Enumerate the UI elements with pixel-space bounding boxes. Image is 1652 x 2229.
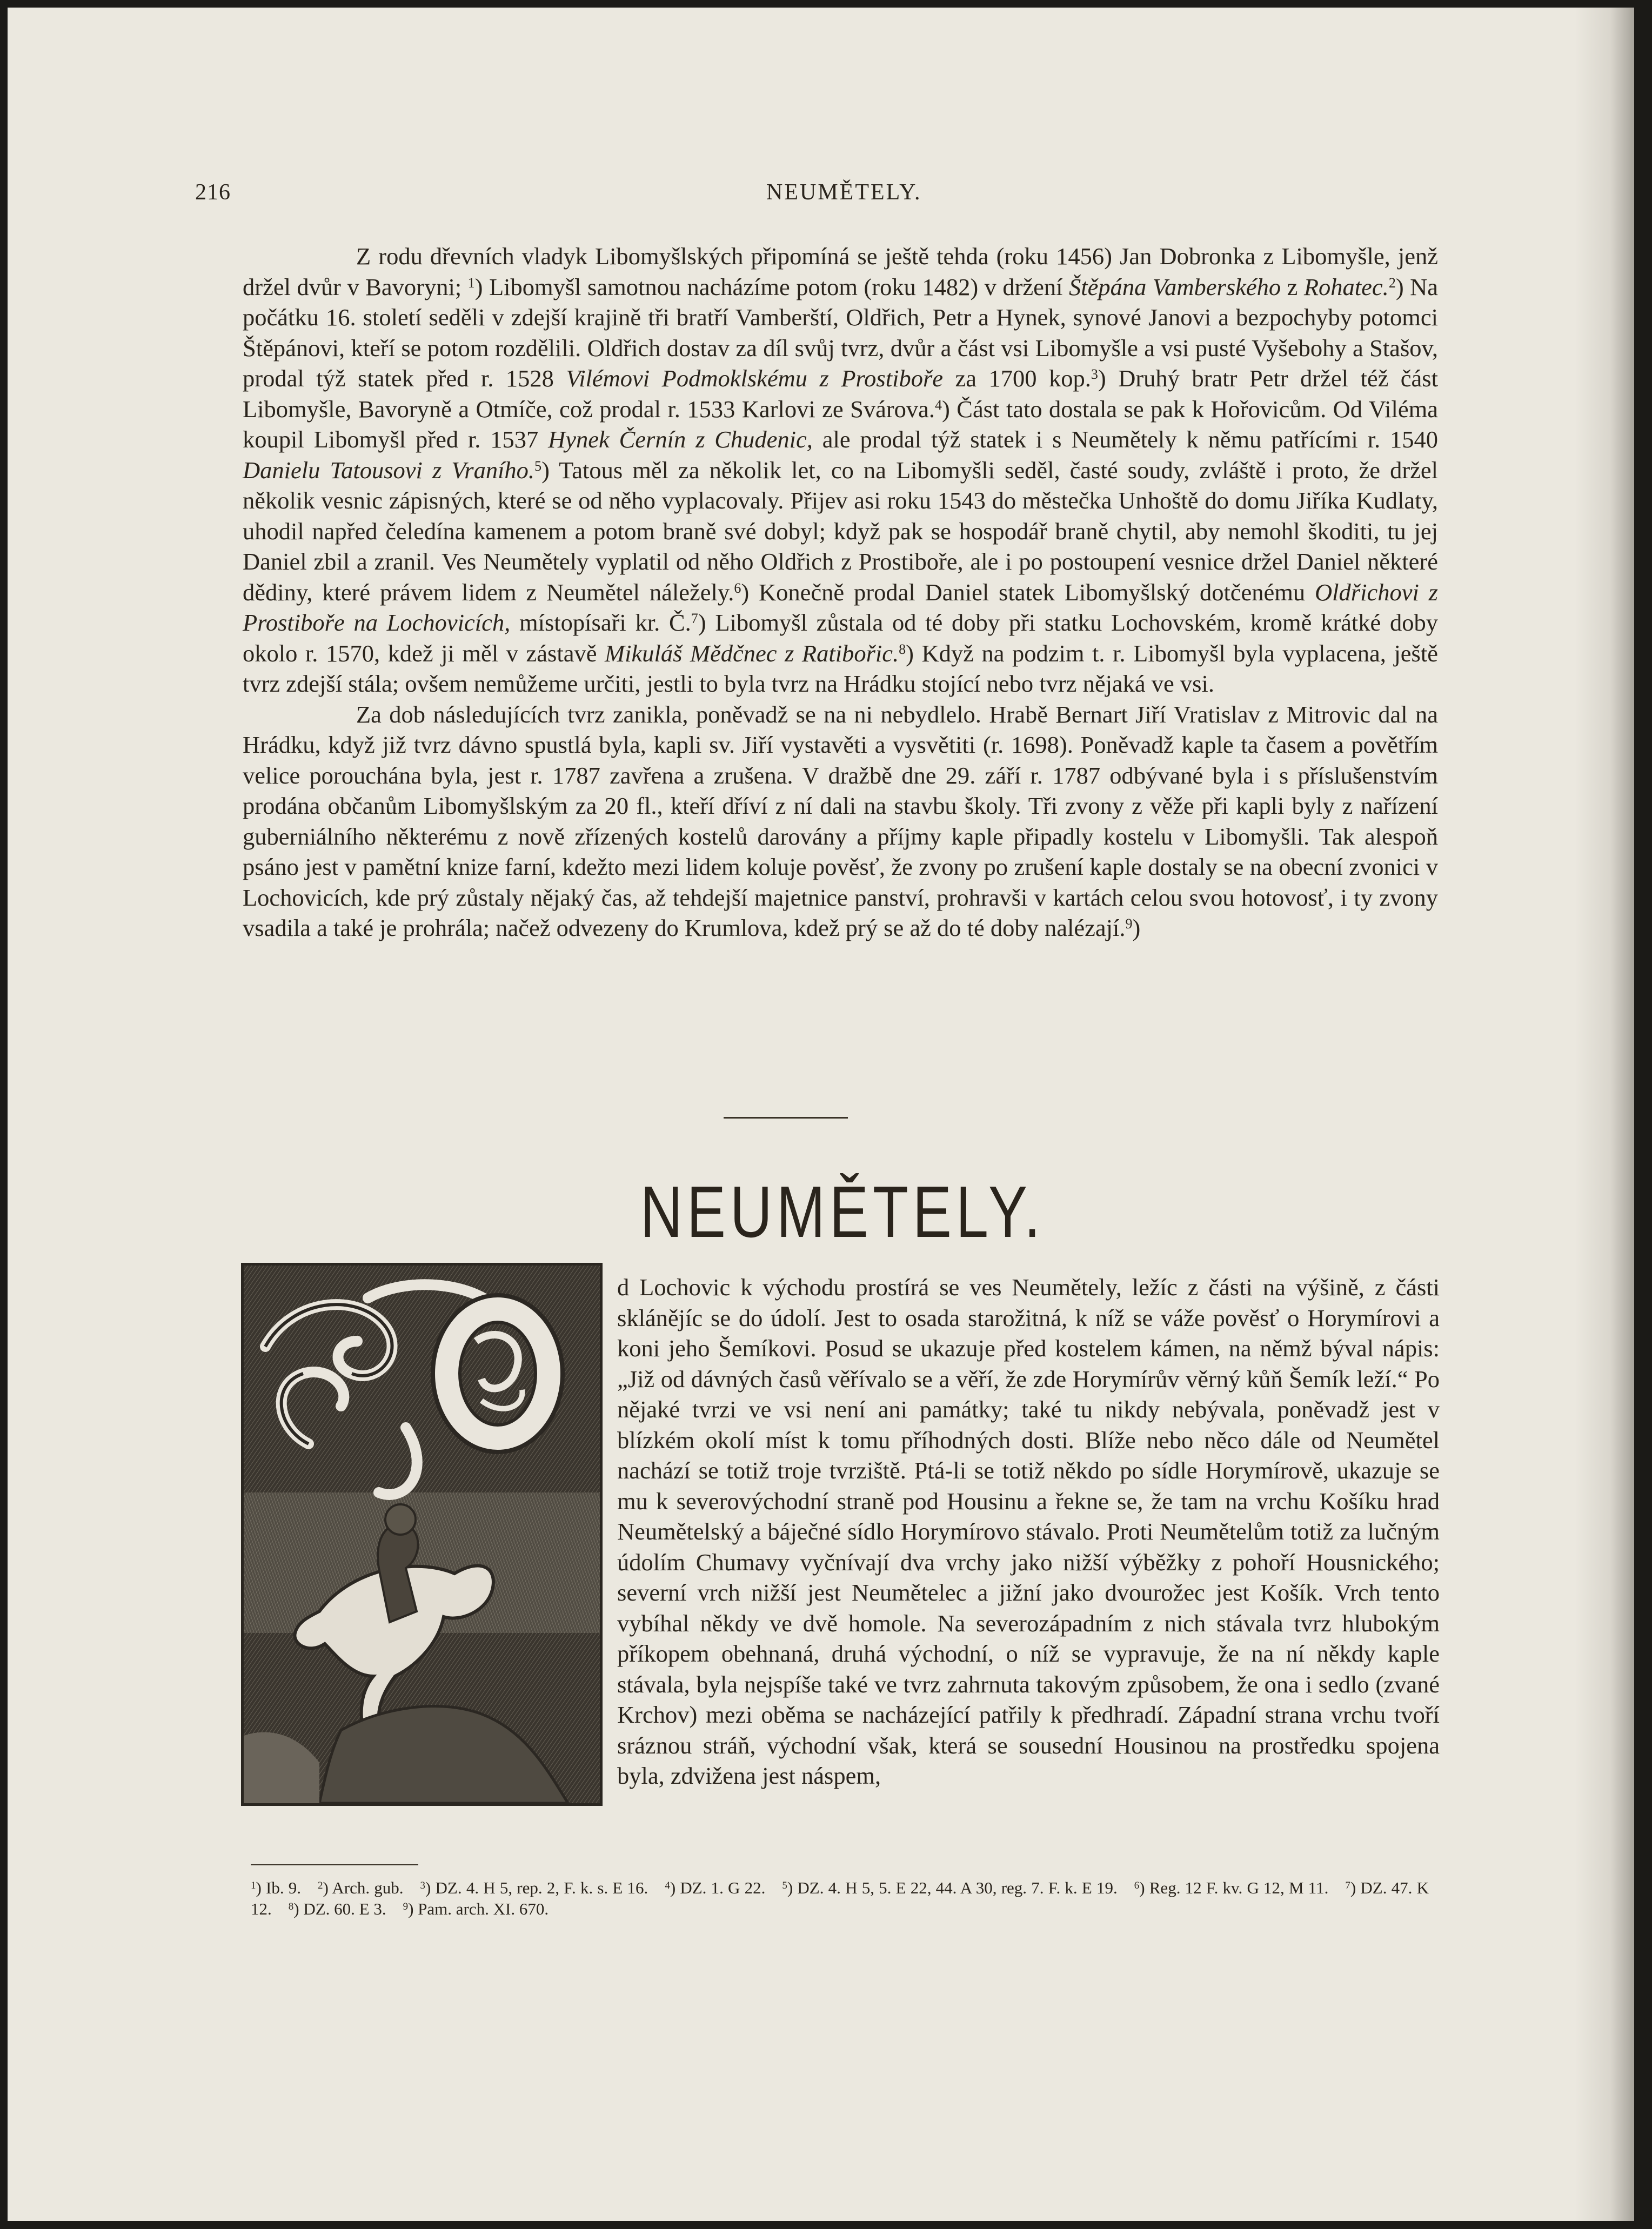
footnote-number: 4 [665,1880,670,1891]
body-text [243,241,1438,943]
chapter-title: NEUMĚTELY. [640,1170,1045,1253]
footnote [782,1878,1117,1897]
footnote [420,1878,648,1897]
footnote [289,1899,386,1918]
footnote [665,1878,765,1897]
text-run: místopísaři kr. Č. [510,609,691,636]
footnote [318,1878,403,1897]
footnote-mark: 8 [899,641,906,657]
footnotes [251,1877,1429,1919]
text-run: ) Druhý bratr Petr držel též část Libomyšle, Bavoryně a Otmíče, což prodal r. 1533 Karlovi ze Svárova. [243,365,1438,423]
text-run: ) Libomyšl samotnou nacházíme potom (roku 1482) v držení [474,273,1069,300]
running-head [8,179,1423,212]
footnote-mark: 4 [935,397,942,413]
footnote-number: 6 [1134,1880,1140,1891]
footnote-mark: 1 [467,275,475,291]
footnote-text: ) DZ. 4. H 5, 5. E 22, 44. A 30, reg. 7. F. k. E 19. [787,1878,1118,1897]
footnote-text: ) DZ. 60. E 3. [293,1899,386,1918]
italic-name: Danielu Tatousovi z Vraního. [243,456,535,484]
footnote [251,1878,301,1897]
footnote-number: 2 [318,1880,323,1891]
text-run: ale prodal týž statek i s Neumětely k němu patřícími r. 1540 [812,426,1438,453]
footnote-mark: 7 [691,611,698,626]
document-page [8,8,1634,2221]
footnote-number: 7 [1345,1880,1350,1891]
page-number: 216 [195,180,231,205]
text-run: za 1700 kop. [943,365,1091,392]
footnote-mark: 6 [734,580,741,596]
footnote-text: ) DZ. 4. H 5, rep. 2, F. k. s. E 16. [425,1878,648,1897]
text-run: ) Libomyšl zůstala od té doby při statku Lochovském, kromě krátké doby okolo r. 1570, kdež ji měl v zástavě [243,609,1438,667]
footnote-number: 1 [251,1880,256,1891]
running-title: NEUMĚTELY. [766,180,922,205]
footnote-mark: 5 [534,458,542,474]
footnote-text: ) Ib. 9. [256,1878,302,1897]
footnote-number: 9 [403,1901,409,1912]
footnote-mark: 2 [1388,275,1396,291]
footnote-number: 8 [288,1901,294,1912]
text-run: z [1281,273,1304,300]
footnote-text: ) DZ. 47. K 12. [251,1878,1429,1918]
text-run: Z rodu dřevních vladyk Libomyšlských připomíná se ještě tehda (roku 1456) Jan Dobronka z Libomyšle, jenž držel dvůr v Bavoryni; [243,243,1438,300]
text-run: ) Na počátku 16. století seděli v zdejší krajině tři bratří Vamberští, Oldřich, Petr a Hynek, synové Janovi a bezpochyby potomci Štěpánovi, kteří se potom rozdělili. Oldřich dostav za díl svůj tvrz, dvůr a část vsi Libomyšle a vsi pusté Vyšebohy a Stašov, prodal týž statek před r. 1528 [243,273,1438,392]
footnote-text: ) Pam. arch. XI. 670. [408,1899,549,1918]
footnote-number: 5 [782,1880,787,1891]
italic-name: Štěpána Vamberského [1069,273,1281,300]
footnote-number: 3 [420,1880,426,1891]
text-run: ) Část tato dostala se pak k Hořovicům. Od Viléma koupil Libomyšl před r. 1537 [243,395,1438,453]
footnote-mark: 3 [1091,366,1098,382]
italic-name: Hynek Černín z Chudenic, [548,426,813,453]
footnote-text: ) Arch. gub. [323,1878,404,1897]
italic-name: Mikuláš Mědčnec z Ratibořic. [605,639,899,667]
horseman-initial-icon [244,1266,600,1803]
footnote-divider [251,1864,418,1865]
body-paragraph [243,241,1438,699]
text-run: ) Tatous měl za několik let, co na Libomyšli seděl, časté soudy, zvláště i proto, že držel několik vesnic zápisných, které se od něho vyplacovaly. Přijev asi roku 1543 do městečka Unhoště do domu Jiříka Kudlaty, uhodil napřed čeledína kamenem a potom braně své dobyl; když pak se hospodář braně chytil, aby nemohl škoditi, tu jej Daniel zbil a zranil. Ves Neumětely vyplatil od něho Oldřich z Prostiboře, ale i po postoupení vesnice držel Daniel některé dědiny, které právem lidem z Neumětel náležely. [243,456,1439,606]
text-run: ) [1132,914,1141,941]
italic-name: Rohatec. [1303,273,1389,300]
footnote-text: ) Reg. 12 F. kv. G 12, M 11. [1139,1878,1329,1897]
footnote-mark: 9 [1125,916,1133,932]
footnote-text: ) DZ. 1. G 22. [670,1878,766,1897]
footnote [1134,1878,1329,1897]
chapter-paragraph: d Lochovic k východu prostírá se ves Neumětely, ležíc z části na výšině, z části sklánějíc se do údolí. Jest to osada starožitná, k níž se váže pověsť o Horymírovi a koni jeho Šemíkovi. Posud se ukazuje před kostelem kámen, na němž býval nápis: „Již od dávných časů věřívalo se a věří, že zde Horymírův věrný kůň Šemík leží.“ Po nějaké tvrzi ve vsi není ani památky; také tu nikdy nebývala, poněvadž jest v blízkém okolí míst k tomu příhodných dosti. Blíže nebo něco dále od Neumětel nachází se totiž troje tvrziště. Ptá-li se totiž někdo po sídle Horymírově, ukazuje se mu k severovýchodní straně pod Housinu a řekne se, že tam na vrchu Košíku hrad Neumětelský a báječné sídlo Horymírovo stávalo. Proti Neumětelům totiž za lučným údolím Chumavy vyčnívají dva vrchy jako nižší výběžky z pohoří Housnického; severní vrch nižší jest Neumětelec a jižní jako dvourožec jest Košík. Vrch tento vybíhal někdy ve dvě homole. Na severozápadním z nich stávala tvrz hlubokým příkopem obehnaná, druhá východní, o níž se vypravuje, že na ní někdy kaple stávala, byla nejspíše také ve tvrz zahrnuta takovým způsobem, že ona i sedlo (zvané Krchov) mezi oběma se nacházející patřily k předhradí. Západní strana vrchu tvoří sráznou stráň, východní však, která se sousední Housinou na prostředku spojena byla, zdvižena jest náspem, [617,1274,1440,1789]
italic-name: Vilémovi Podmoklskému z Prostiboře [566,365,944,392]
body-paragraph [243,699,1438,943]
decorated-initial-illustration [241,1263,603,1806]
footnote [403,1899,549,1918]
book-spine-shadow [1575,8,1634,2221]
chapter-opening-text [617,1272,1440,1791]
section-divider [724,1117,848,1119]
text-run: ) Když na podzim t. r. Libomyšl byla vyplacena, ještě tvrz zdejší stála; ovšem nemůžeme určiti, jestli to byla tvrz na Hrádku stojící nebo tvrz nějaká ve vsi. [243,639,1438,697]
italic-name: Oldřichovi z Prostiboře na Lochovicích, [243,578,1438,636]
text-run: ) Konečně prodal Daniel statek Libomyšlský dotčenému [741,578,1315,606]
text-run: Za dob následujících tvrz zanikla, poněvadž se na ni nebydlelo. Hrabě Bernart Jiří Vratislav z Mitrovic dal na Hrádku, když již tvrz dávno spustlá byla, kapli sv. Jiří vystavěti a vysvětiti (r. 1698). Poněvadž kaple ta časem a povětřím velice porouchána byla, jest r. 1787 zavřena a zrušena. V dražbě dne 29. září r. 1787 odbývané byla i s příslušenstvím prodána občanům Libomyšlským za 20 fl., kteří dříví z ní dali na stavbu školy. Tři zvony z věže při kapli byly z nařízení guberniálního některému z nově zřízených kostelů darovány a příjmy kaple připadly kostelu v Libomyšli. Tak alespoň psáno jest v pamětní knize farní, kdežto mezi lidem koluje pověsť, že zvony po zrušení kaple dostaly se na obecní zvonici v Lochovicích, kde prý zůstaly nějaký čas, až tehdejší majetnice panství, prohravši v kartách celou svou hotovosť, i ty zvony vsadila a také je prohrála; načež odvezeny do Krumlova, kdež prý se až do té doby nalézají. [243,700,1438,941]
